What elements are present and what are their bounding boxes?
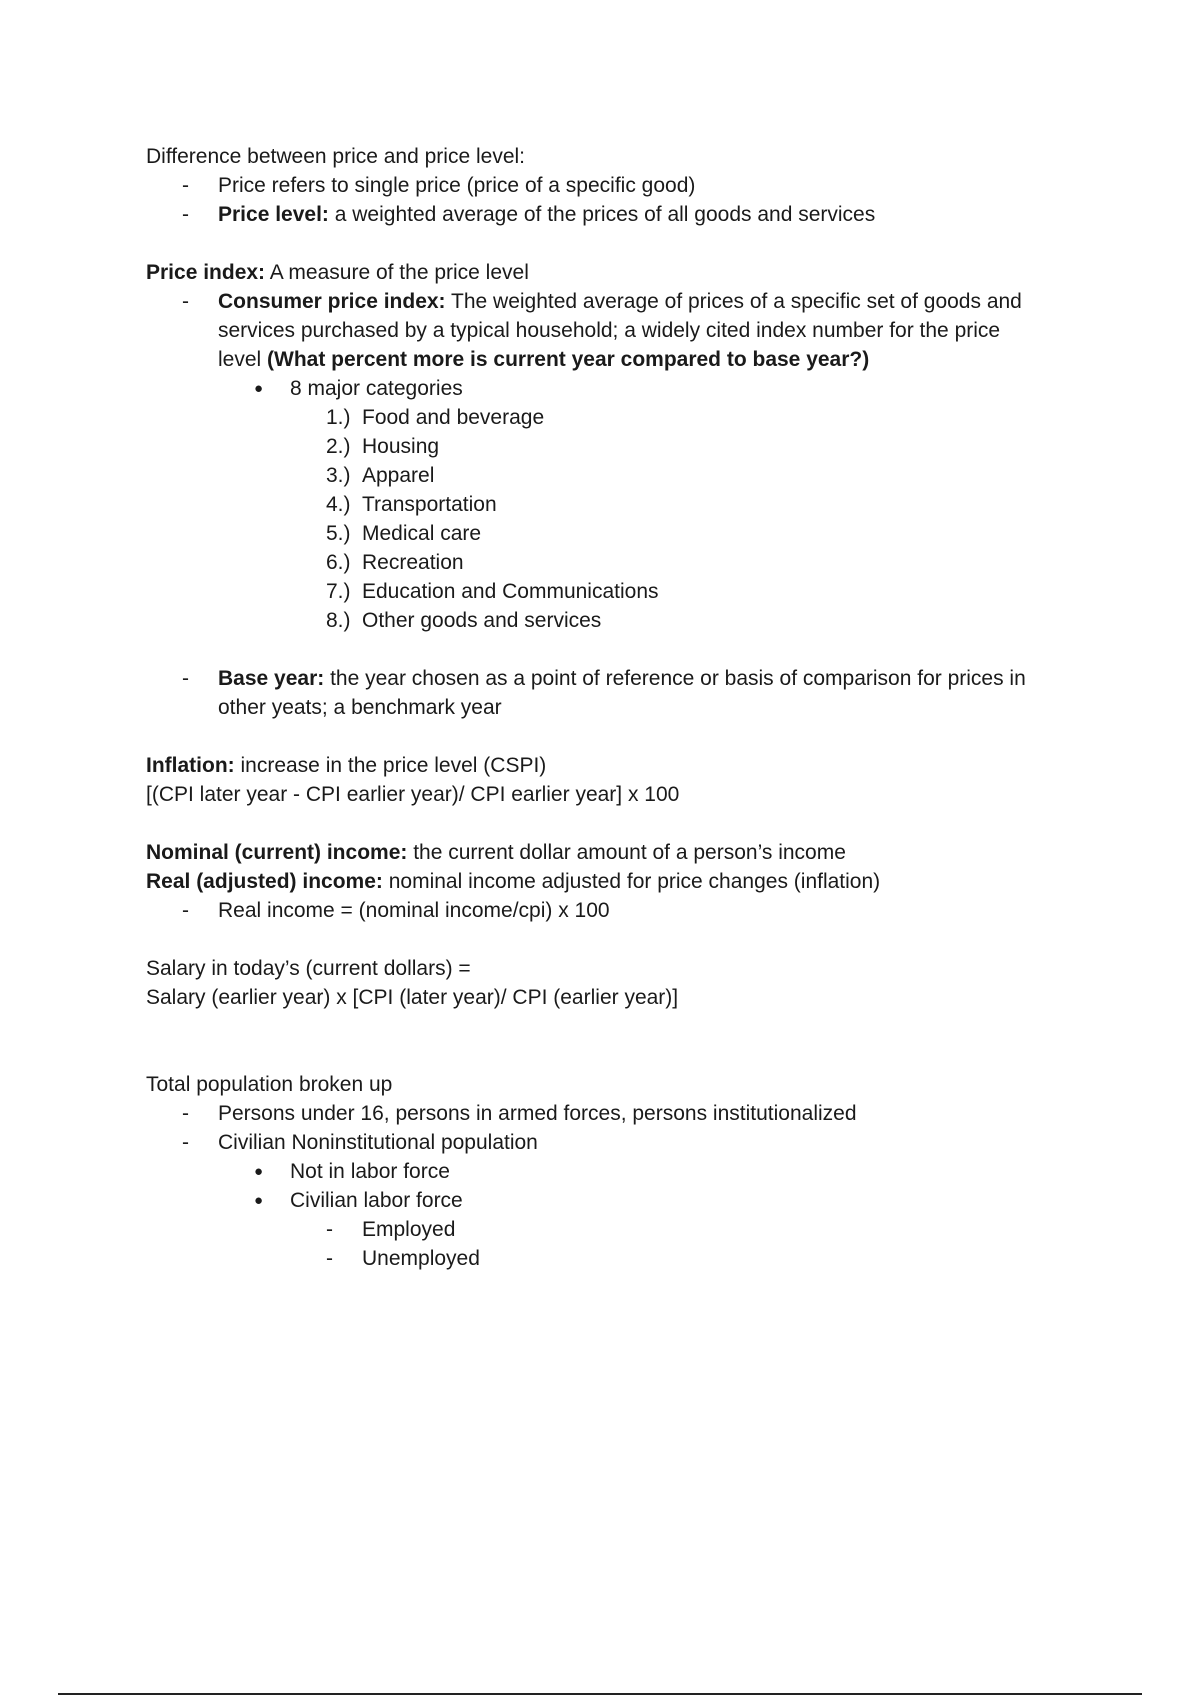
category-item [146, 519, 1086, 548]
term-definition: a weighted average of the prices of all goods and services [328, 203, 876, 226]
base-year-line-1 [218, 664, 1086, 693]
price-index-definition [146, 258, 1086, 287]
bottom-rule [58, 1693, 1142, 1695]
category-item [146, 606, 1086, 635]
category-number: 4.) [326, 493, 351, 516]
salary-line-1: Salary in today’s (current dollars) = [146, 957, 471, 980]
list-item [146, 1244, 1086, 1273]
cpi-line-1 [218, 287, 1086, 316]
real-income-formula: Real income = (nominal income/cpi) x 100 [218, 899, 610, 922]
list-item [146, 664, 1086, 722]
cpi-line-2: services purchased by a typical household; a widely cited index number for the price [218, 319, 1001, 342]
real-income-definition [146, 867, 1086, 896]
dash-marker: - [182, 203, 189, 226]
list-item [146, 1099, 1086, 1128]
category-number: 6.) [326, 551, 351, 574]
category-item [146, 432, 1086, 461]
category-item [146, 490, 1086, 519]
list-item [146, 1157, 1086, 1186]
bullet-marker: ● [254, 1192, 264, 1209]
list-item [146, 896, 1086, 925]
dash-marker: - [182, 1102, 189, 1125]
category-item [146, 461, 1086, 490]
population-heading: Total population broken up [146, 1073, 393, 1096]
category-number: 3.) [326, 464, 351, 487]
inflation-definition [146, 751, 1086, 780]
base-year-line-2: other yeats; a benchmark year [218, 696, 502, 719]
term-label: Nominal (current) income: [146, 841, 408, 864]
dash-marker: - [182, 667, 189, 690]
category-number: 5.) [326, 522, 351, 545]
category-label: Medical care [362, 522, 482, 545]
dash-marker: - [182, 899, 189, 922]
category-item [146, 548, 1086, 577]
dash-marker: - [182, 290, 189, 313]
category-number: 8.) [326, 609, 351, 632]
category-label: Education and Communications [362, 580, 659, 603]
bullet-marker: ● [254, 380, 264, 397]
dash-marker: - [182, 174, 189, 197]
term-label: Inflation: [146, 754, 235, 777]
dash-marker: - [326, 1218, 333, 1241]
list-item [146, 171, 1086, 200]
population-sub-item: Civilian labor force [290, 1189, 463, 1212]
list-item [146, 374, 1086, 403]
term-label: Price level: [218, 203, 329, 226]
term-definition: A measure of the price level [265, 261, 529, 284]
term-label: Base year: [218, 667, 325, 690]
category-number: 1.) [326, 406, 351, 429]
population-item: Persons under 16, persons in armed forces, persons institutionalized [218, 1102, 857, 1125]
category-label: Transportation [362, 493, 497, 516]
category-label: Food and beverage [362, 406, 545, 429]
document-page [146, 142, 1086, 1273]
term-definition: increase in the price level (CSPI) [234, 754, 547, 777]
category-label: Apparel [362, 464, 435, 487]
term-definition: the year chosen as a point of reference or basis of comparison for prices in [324, 667, 1026, 690]
list-item [146, 287, 1086, 374]
list-item [146, 1215, 1086, 1244]
list-item [146, 200, 1086, 229]
term-label: Price index: [146, 261, 266, 284]
category-number: 2.) [326, 435, 351, 458]
term-definition: The weighted average of prices of a specific set of goods and [445, 290, 1022, 313]
cpi-line-3-plain: level [218, 348, 268, 371]
inflation-formula: [(CPI later year - CPI earlier year)/ CPI earlier year] x 100 [146, 783, 680, 806]
category-item [146, 403, 1086, 432]
category-label: Housing [362, 435, 440, 458]
cpi-line-3 [218, 345, 1086, 374]
category-label: Other goods and services [362, 609, 602, 632]
term-label: Real (adjusted) income: [146, 870, 383, 893]
labor-force-item: Employed [362, 1218, 456, 1241]
category-list [146, 403, 1086, 635]
intro-heading: Difference between price and price level: [146, 145, 525, 168]
nominal-income-definition [146, 838, 1086, 867]
salary-line-2: Salary (earlier year) x [CPI (later year)/ CPI (earlier year)] [146, 986, 679, 1009]
category-number: 7.) [326, 580, 351, 603]
category-item [146, 577, 1086, 606]
term-label: Consumer price index: [218, 290, 446, 313]
population-sub-item: Not in labor force [290, 1160, 450, 1183]
dash-marker: - [182, 1131, 189, 1154]
list-item [146, 1128, 1086, 1157]
intro-item-text: Price refers to single price (price of a specific good) [218, 174, 696, 197]
list-item [146, 1186, 1086, 1215]
population-item: Civilian Noninstitutional population [218, 1131, 538, 1154]
term-definition: the current dollar amount of a person’s income [407, 841, 846, 864]
labor-force-item: Unemployed [362, 1247, 480, 1270]
term-definition: nominal income adjusted for price changes (inflation) [382, 870, 881, 893]
cpi-question: (What percent more is current year compared to base year?) [267, 348, 870, 371]
category-label: Recreation [362, 551, 464, 574]
dash-marker: - [326, 1247, 333, 1270]
bullet-marker: ● [254, 1163, 264, 1180]
categories-heading: 8 major categories [290, 377, 463, 400]
